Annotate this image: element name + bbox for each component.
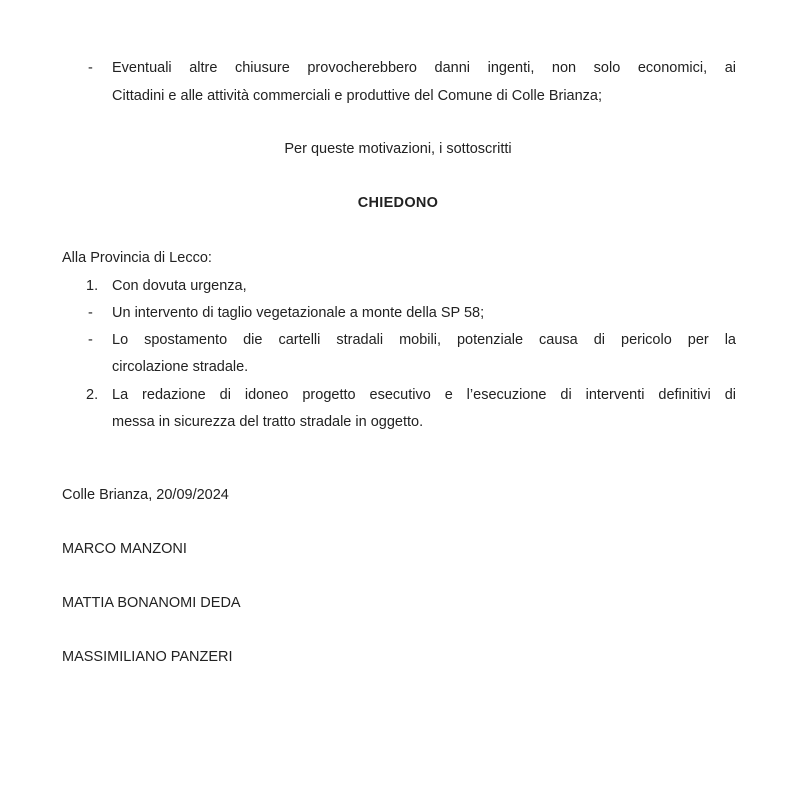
signatory-name: MASSIMILIANO PANZERI — [62, 649, 233, 665]
motivation-text: Per queste motivazioni, i sottoscritti — [284, 141, 512, 157]
request-line-continued: circolazione stradale. — [112, 359, 249, 375]
request-line: Con dovuta urgenza, — [112, 278, 247, 294]
request-line: Lo spostamento die cartelli stradali mobili, potenziale causa di pericolo per la — [112, 332, 736, 348]
place-date: Colle Brianza, 20/09/2024 — [62, 487, 229, 503]
intro-bullet-line-1: Eventuali altre chiusure provocherebbero danni ingenti, non solo economici, ai — [112, 60, 736, 76]
signatory-name: MATTIA BONANOMI DEDA — [62, 595, 241, 611]
request-marker: - — [88, 305, 93, 321]
request-marker: 1. — [86, 278, 99, 294]
addressee: Alla Provincia di Lecco: — [62, 250, 212, 266]
signatory-name: MARCO MANZONI — [62, 541, 187, 557]
intro-bullet-marker: - — [88, 60, 93, 76]
request-line-continued: messa in sicurezza del tratto stradale in oggetto. — [112, 414, 424, 430]
intro-bullet-line-2: Cittadini e alle attività commerciali e produttive del Comune di Colle Brianza; — [112, 88, 603, 104]
request-heading: CHIEDONO — [357, 195, 439, 211]
request-line: La redazione di idoneo progetto esecutivo e l’esecuzione di interventi definitivi di — [112, 387, 736, 403]
request-line: Un intervento di taglio vegetazionale a monte della SP 58; — [112, 305, 485, 321]
request-marker: 2. — [86, 387, 99, 403]
request-marker: - — [88, 332, 93, 348]
